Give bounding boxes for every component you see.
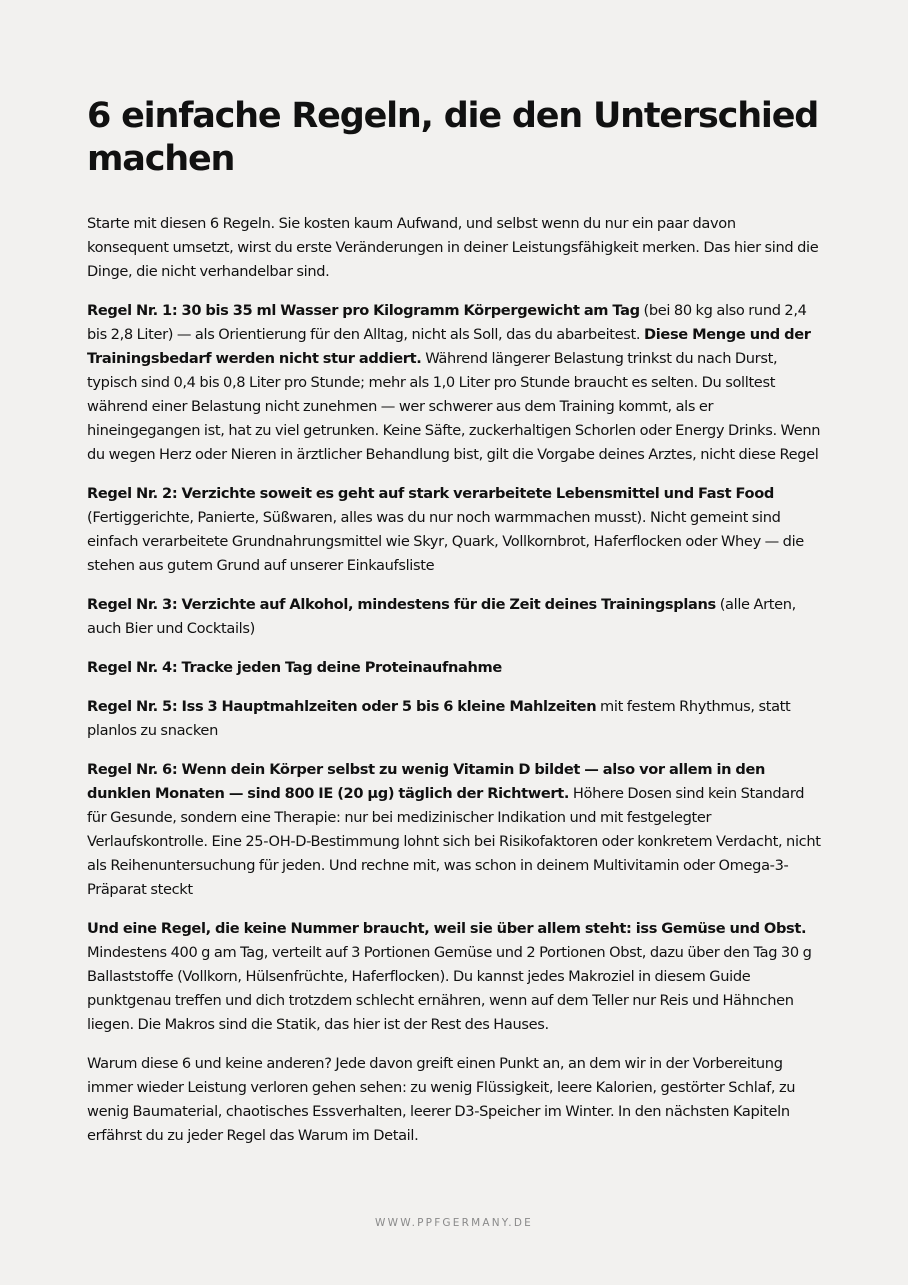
rule-1-emphasis: Diese Menge und der Trainingsbedarf werden nicht stur addiert. xyxy=(87,326,811,367)
rule-5-heading: Regel Nr. 5: Iss 3 Hauptmahlzeiten oder 5 bis 6 kleine Mahlzeiten xyxy=(87,698,597,715)
rule-6-heading: Regel Nr. 6: Wenn dein Körper selbst zu wenig Vitamin D bildet — also vor allem in den dunklen Monaten — sind 800 IE (20 µg) täglich der Richtwert. xyxy=(87,761,766,802)
rule-5-text: mit festem Rhythmus, statt planlos zu snacken xyxy=(87,698,791,739)
rule-3-text: (alle Arten, auch Bier und Cocktails) xyxy=(87,596,796,637)
rule-1-text: (bei 80 kg also rund 2,4 bis 2,8 Liter) — als Orientierung für den Alltag, nicht als Soll, das du abarbeitest. xyxy=(87,302,807,343)
rule-6-text: Höhere Dosen sind kein Standard für Gesunde, sondern eine Therapie: nur bei medizinischer Indikation und mit festgelegter Verlaufskontrolle. Eine 25-OH-D-Bestimmung lohnt sich bei Risikofaktoren oder konkretem Verdacht, nicht als Reihenuntersuchung für jeden. Und rechne mit, was schon in deinem Multivitamin oder Omega-3-Präparat steckt xyxy=(87,785,821,898)
rule-5-paragraph xyxy=(87,695,821,743)
rule-4-heading: Regel Nr. 4: Tracke jeden Tag deine Proteinaufnahme xyxy=(87,659,502,676)
rule-1-text-continued: Während längerer Belastung trinkst du nach Durst, typisch sind 0,4 bis 0,8 Liter pro Stunde; mehr als 1,0 Liter pro Stunde braucht es selten. Du solltest während einer Belastung nicht zunehmen — wer schwerer aus dem Training kommt, als er hineingegangen ist, hat zu viel getrunken. Keine Säfte, zuckerhaltigen Schorlen oder Energy Drinks. Wenn du wegen Herz oder Nieren in ärztlicher Behandlung bist, gilt die Vorgabe deines Arztes, nicht diese Regel xyxy=(87,350,821,463)
rule-2-text: (Fertiggerichte, Panierte, Süßwaren, alles was du nur noch warmmachen musst). Nicht gemeint sind einfach verarbeitete Grundnahrungsmittel wie Skyr, Quark, Vollkornbrot, Haferflocken oder Whey — die stehen aus gutem Grund auf unserer Einkaufsliste xyxy=(87,509,804,574)
intro-paragraph: Starte mit diesen 6 Regeln. Sie kosten kaum Aufwand, und selbst wenn du nur ein paar davon konsequent umsetzt, wirst du erste Veränderungen in deiner Leistungsfähigkeit merken. Das hier sind die Dinge, die nicht verhandelbar sind. xyxy=(87,215,819,280)
rule-3-paragraph xyxy=(87,593,821,641)
rule-2-paragraph xyxy=(87,482,821,578)
rule-2-heading: Regel Nr. 2: Verzichte soweit es geht auf stark verarbeitete Lebensmittel und Fast Food xyxy=(87,485,774,502)
rule-1-paragraph xyxy=(87,299,821,467)
document-body xyxy=(87,95,821,1163)
bonus-rule-heading: Und eine Regel, die keine Nummer braucht, weil sie über allem steht: iss Gemüse und Obst. xyxy=(87,920,807,937)
rule-4-paragraph xyxy=(87,656,821,680)
bonus-rule-paragraph xyxy=(87,917,821,1037)
rule-1-heading: Regel Nr. 1: 30 bis 35 ml Wasser pro Kilogramm Körpergewicht am Tag xyxy=(87,302,640,319)
bonus-rule-text: Mindestens 400 g am Tag, verteilt auf 3 Portionen Gemüse und 2 Portionen Obst, dazu über den Tag 30 g Ballaststoffe (Vollkorn, Hülsenfrüchte, Haferflocken). Du kannst jedes Makroziel in diesem Guide punktgenau treffen und dich trotzdem schlecht ernähren, wenn auf dem Teller nur Reis und Hähnchen liegen. Die Makros sind die Statik, das hier ist der Rest des Hauses. xyxy=(87,944,812,1033)
closing-paragraph: Warum diese 6 und keine anderen? Jede davon greift einen Punkt an, an dem wir in der Vorbereitung immer wieder Leistung verloren gehen sehen: zu wenig Flüssigkeit, leere Kalorien, gestörter Schlaf, zu wenig Baumaterial, chaotisches Essverhalten, leerer D3-Speicher im Winter. In den nächsten Kapiteln erfährst du zu jeder Regel das Warum im Detail. xyxy=(87,1055,796,1144)
rule-6-paragraph xyxy=(87,758,821,902)
rule-3-heading: Regel Nr. 3: Verzichte auf Alkohol, mindestens für die Zeit deines Trainingsplans xyxy=(87,596,716,613)
page-title: 6 einfache Regeln, die den Unterschied machen xyxy=(87,96,819,179)
footer-website-url: WWW.PPFGERMANY.DE xyxy=(375,1217,533,1229)
